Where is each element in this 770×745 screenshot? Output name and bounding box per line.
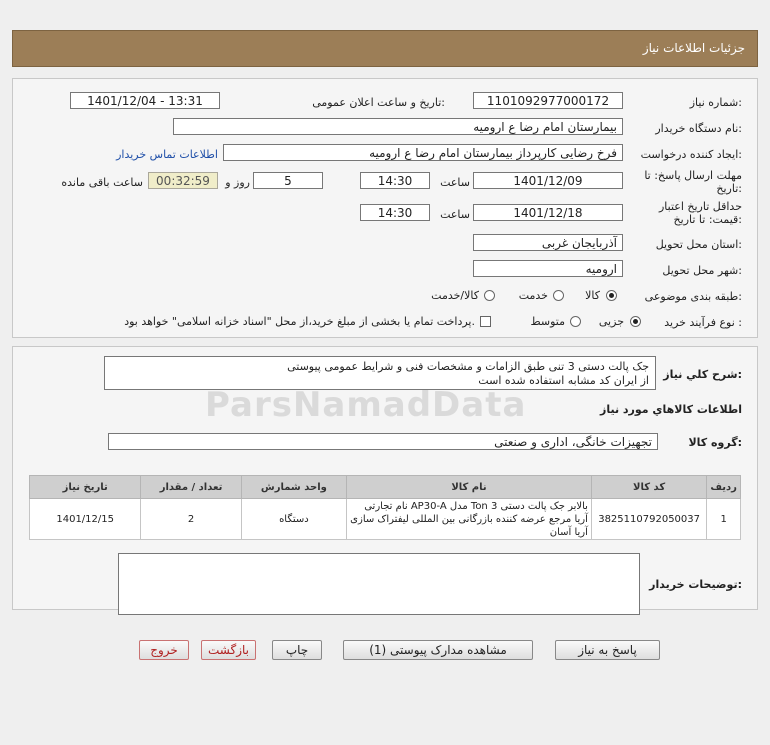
delivery-province-label: استان محل تحویل: bbox=[655, 238, 742, 251]
goods-group-label: گروه کالا: bbox=[688, 436, 742, 449]
need-number-field: 1101092977000172 bbox=[473, 92, 623, 109]
remaining-timer: 00:32:59 bbox=[148, 172, 218, 189]
delivery-city-field: ارومیه bbox=[473, 260, 623, 277]
process-minor-radio[interactable] bbox=[630, 316, 641, 327]
col-row-header: ردیف bbox=[707, 476, 741, 499]
days-field: 5 bbox=[253, 172, 323, 189]
back-button[interactable]: بازگشت bbox=[201, 640, 256, 660]
cell-date: 1401/12/15 bbox=[30, 499, 141, 540]
need-number-label: شماره نیاز: bbox=[689, 96, 742, 109]
response-time-label: ساعت bbox=[440, 176, 470, 189]
process-type-label: نوع فرآیند خرید : bbox=[664, 316, 742, 329]
category-service-radio[interactable] bbox=[553, 290, 564, 301]
response-date-field: 1401/12/09 bbox=[473, 172, 623, 189]
reply-button[interactable]: پاسخ به نیاز bbox=[555, 640, 660, 660]
price-validity-date-field: 1401/12/18 bbox=[473, 204, 623, 221]
cell-unit: دستگاه bbox=[241, 499, 346, 540]
requester-label: ایجاد کننده درخواست: bbox=[640, 148, 742, 161]
cell-qty: 2 bbox=[141, 499, 241, 540]
price-validity-time-label: ساعت bbox=[440, 208, 470, 221]
attachments-button[interactable]: مشاهده مدارک پیوستی (1) bbox=[343, 640, 533, 660]
process-medium-radio[interactable] bbox=[570, 316, 581, 327]
delivery-province-field: آذربایجان غربی bbox=[473, 234, 623, 251]
process-minor-label: جزیی bbox=[598, 315, 624, 328]
treasury-payment-checkbox[interactable] bbox=[480, 316, 491, 327]
goods-info-title: اطلاعات کالاهاي مورد نياز bbox=[600, 403, 742, 416]
category-service-label: خدمت bbox=[518, 289, 548, 302]
col-unit-header: واحد شمارش bbox=[241, 476, 346, 499]
category-label: طبقه بندی موضوعی: bbox=[644, 290, 742, 303]
remaining-label: ساعت باقی مانده bbox=[61, 176, 143, 189]
goods-table bbox=[29, 475, 741, 540]
description-line-1: جک پالت دستی 3 تنی طبق الزامات و مشخصات فنی و شرایط عمومی پیوستی bbox=[287, 360, 649, 373]
cell-row: 1 bbox=[707, 499, 741, 540]
col-date-header: تاریخ نیاز bbox=[30, 476, 141, 499]
col-code-header: کد کالا bbox=[591, 476, 706, 499]
table-header-row bbox=[30, 476, 741, 499]
announce-label: تاریخ و ساعت اعلان عمومی: bbox=[312, 96, 445, 109]
category-goods-label: کالا bbox=[585, 289, 600, 302]
treasury-payment-note: پرداخت تمام یا بخشی از مبلغ خرید،از محل "اسناد خزانه اسلامی" خواهد بود. bbox=[124, 315, 475, 328]
description-label: شرح کلي نياز: bbox=[663, 368, 742, 381]
process-medium-label: متوسط bbox=[530, 315, 565, 328]
cell-code: 3825110792050037 bbox=[591, 499, 706, 540]
response-deadline-label: مهلت ارسال پاسخ: تا تاریخ: bbox=[644, 169, 742, 195]
buyer-notes-label: توضیحات خریدار: bbox=[649, 578, 742, 591]
page-title: جزئیات اطلاعات نیاز bbox=[642, 41, 745, 55]
buyer-device-label: نام دستگاه خریدار: bbox=[655, 122, 742, 135]
table-row bbox=[30, 499, 741, 540]
requester-field: فرخ رضایی کارپرداز بیمارستان امام رضا ع ارومیه bbox=[223, 144, 623, 161]
delivery-city-label: شهر محل تحویل: bbox=[662, 264, 742, 277]
buyer-notes-box bbox=[118, 553, 640, 615]
response-time-field: 14:30 bbox=[360, 172, 430, 189]
buyer-device-field: بیمارستان امام رضا ع ارومیه bbox=[173, 118, 623, 135]
description-line-2: از ایران کد مشابه استفاده شده است bbox=[478, 374, 649, 387]
buyer-contact-link[interactable]: اطلاعات تماس خریدار bbox=[116, 148, 218, 161]
watermark: ParsNamadData bbox=[205, 385, 527, 425]
page-header bbox=[12, 30, 758, 67]
price-validity-label: حداقل تاریخ اعتبار قیمت: تا تاریخ: bbox=[658, 200, 742, 226]
col-qty-header: تعداد / مقدار bbox=[141, 476, 241, 499]
category-goods-radio[interactable] bbox=[606, 290, 617, 301]
category-goods-service-label: کالا/خدمت bbox=[431, 289, 479, 302]
price-validity-time-field: 14:30 bbox=[360, 204, 430, 221]
col-name-header: نام کالا bbox=[347, 476, 592, 499]
goods-group-field: تجهیزات خانگی، اداری و صنعتی bbox=[108, 433, 658, 450]
announce-datetime-field: 1401/12/04 - 13:31 bbox=[70, 92, 220, 109]
print-button[interactable]: چاپ bbox=[272, 640, 322, 660]
exit-button[interactable]: خروج bbox=[139, 640, 189, 660]
cell-name: بالابر جک پالت دستی 3 Ton مدل AP30-A نام تجارتی آریا مرجع عرضه کننده بازرگانی بین المللی لیفتراک سازی آریا آسان bbox=[347, 499, 592, 540]
category-goods-service-radio[interactable] bbox=[484, 290, 495, 301]
days-label: روز و bbox=[225, 176, 250, 189]
